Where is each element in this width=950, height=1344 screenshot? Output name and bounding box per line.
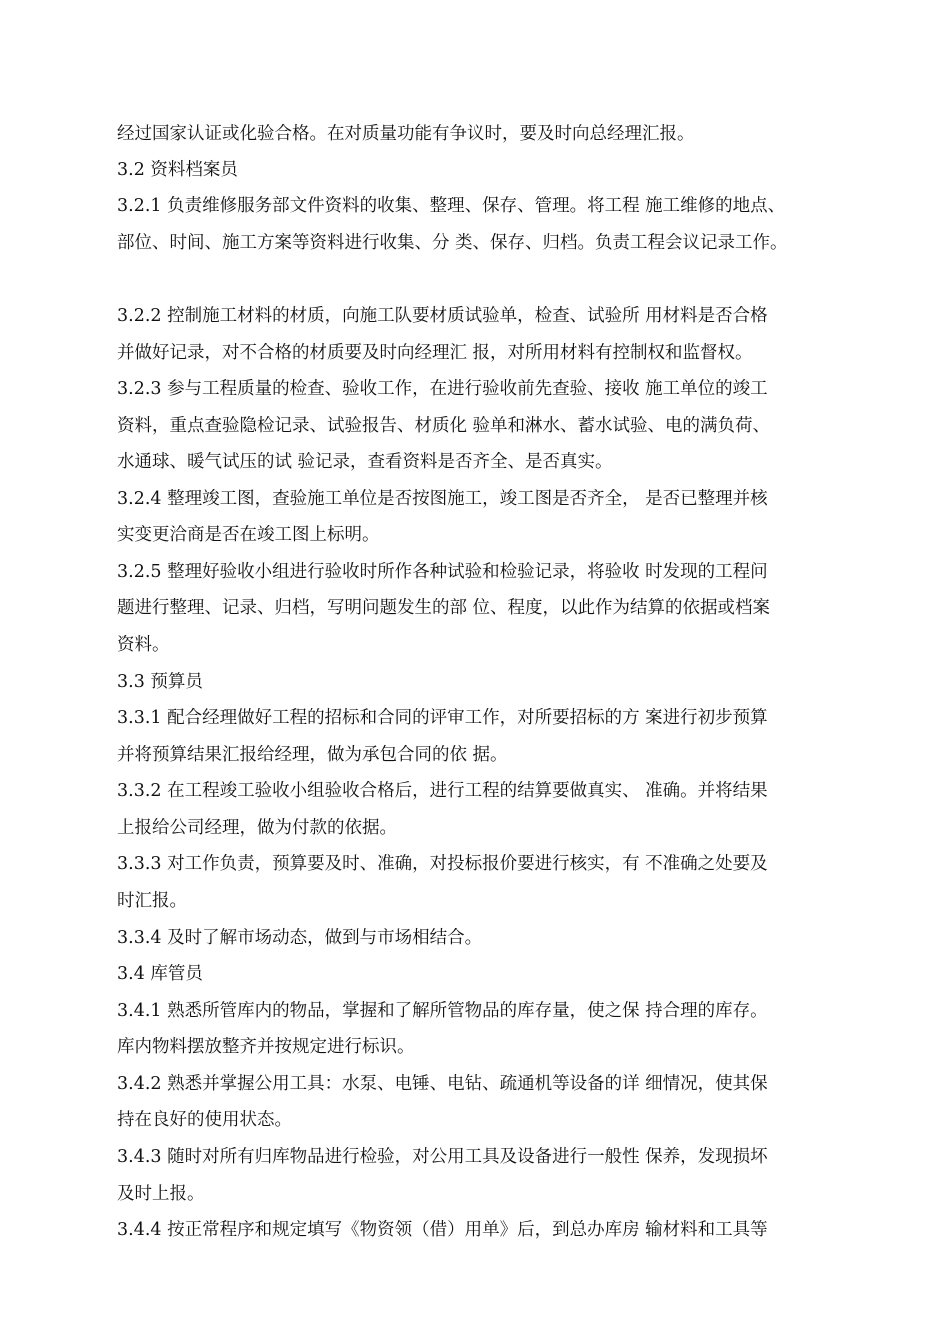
text-line: 持在良好的使用状态。: [117, 1110, 292, 1130]
text-line: 题进行整理、记录、归档，写明问题发生的部 位、程度，以此作为结算的依据或档案: [117, 598, 771, 618]
text-line: 3.4.4 按正常程序和规定填写《物资领（借）用单》后，到总办库房 输材料和工具等: [117, 1220, 768, 1240]
section-heading: 3.4 库管员: [117, 964, 203, 984]
text-line: 资料，重点查验隐检记录、试验报告、材质化 验单和淋水、蓄水试验、电的满负荷、: [117, 416, 771, 436]
text-line: 库内物料摆放整齐并按规定进行标识。: [117, 1037, 415, 1057]
text-line: 经过国家认证或化验合格。在对质量功能有争议时，要及时向总经理汇报。: [117, 124, 695, 144]
text-line: 时汇报。: [117, 891, 187, 911]
text-line: 并做好记录，对不合格的材质要及时向经理汇 报，对所用材料有控制权和监督权。: [117, 343, 753, 363]
text-line: 资料。: [117, 635, 170, 655]
text-line: 3.3.2 在工程竣工验收小组验收合格后，进行工程的结算要做真实、 准确。并将结果: [117, 781, 768, 801]
text-line: 3.2.1 负责维修服务部文件资料的收集、整理、保存、管理。将工程 施工维修的地点、: [117, 196, 786, 216]
text-line: 部位、时间、施工方案等资料进行收集、分 类、保存、归档。负责工程会议记录工作。: [117, 233, 788, 253]
text-line: 3.2.4 整理竣工图，查验施工单位是否按图施工，竣工图是否齐全， 是否已整理并核: [117, 489, 768, 509]
text-line: 并将预算结果汇报给经理，做为承包合同的依 据。: [117, 745, 508, 765]
section-heading: 3.3 预算员: [117, 672, 203, 692]
text-line: 3.2.2 控制施工材料的材质，向施工队要材质试验单，检查、试验所 用材料是否合格: [117, 306, 768, 326]
text-line: 3.2.3 参与工程质量的检查、验收工作，在进行验收前先查验、接收 施工单位的竣工: [117, 379, 768, 399]
text-line: 及时上报。: [117, 1184, 205, 1204]
text-line: 3.3.4 及时了解市场动态，做到与市场相结合。: [117, 928, 483, 948]
section-heading: 3.2 资料档案员: [117, 160, 238, 180]
text-line: 水通球、暖气试压的试 验记录，查看资料是否齐全、是否真实。: [117, 452, 613, 472]
text-line: 3.4.3 随时对所有归库物品进行检验，对公用工具及设备进行一般性 保养，发现损坏: [117, 1147, 768, 1167]
text-line: 3.4.2 熟悉并掌握公用工具：水泵、电锤、电钻、疏通机等设备的详 细情况，使其保: [117, 1074, 768, 1094]
text-line: 3.3.1 配合经理做好工程的招标和合同的评审工作，对所要招标的方 案进行初步预算: [117, 708, 768, 728]
text-line: 上报给公司经理，做为付款的依据。: [117, 818, 397, 838]
text-line: 3.2.5 整理好验收小组进行验收时所作各种试验和检验记录，将验收 时发现的工程问: [117, 562, 768, 582]
text-line: 实变更洽商是否在竣工图上标明。: [117, 525, 380, 545]
text-line: 3.4.1 熟悉所管库内的物品，掌握和了解所管物品的库存量，使之保 持合理的库存。: [117, 1001, 768, 1021]
text-line: 3.3.3 对工作负责，预算要及时、准确，对投标报价要进行核实，有 不准确之处要及: [117, 854, 768, 874]
